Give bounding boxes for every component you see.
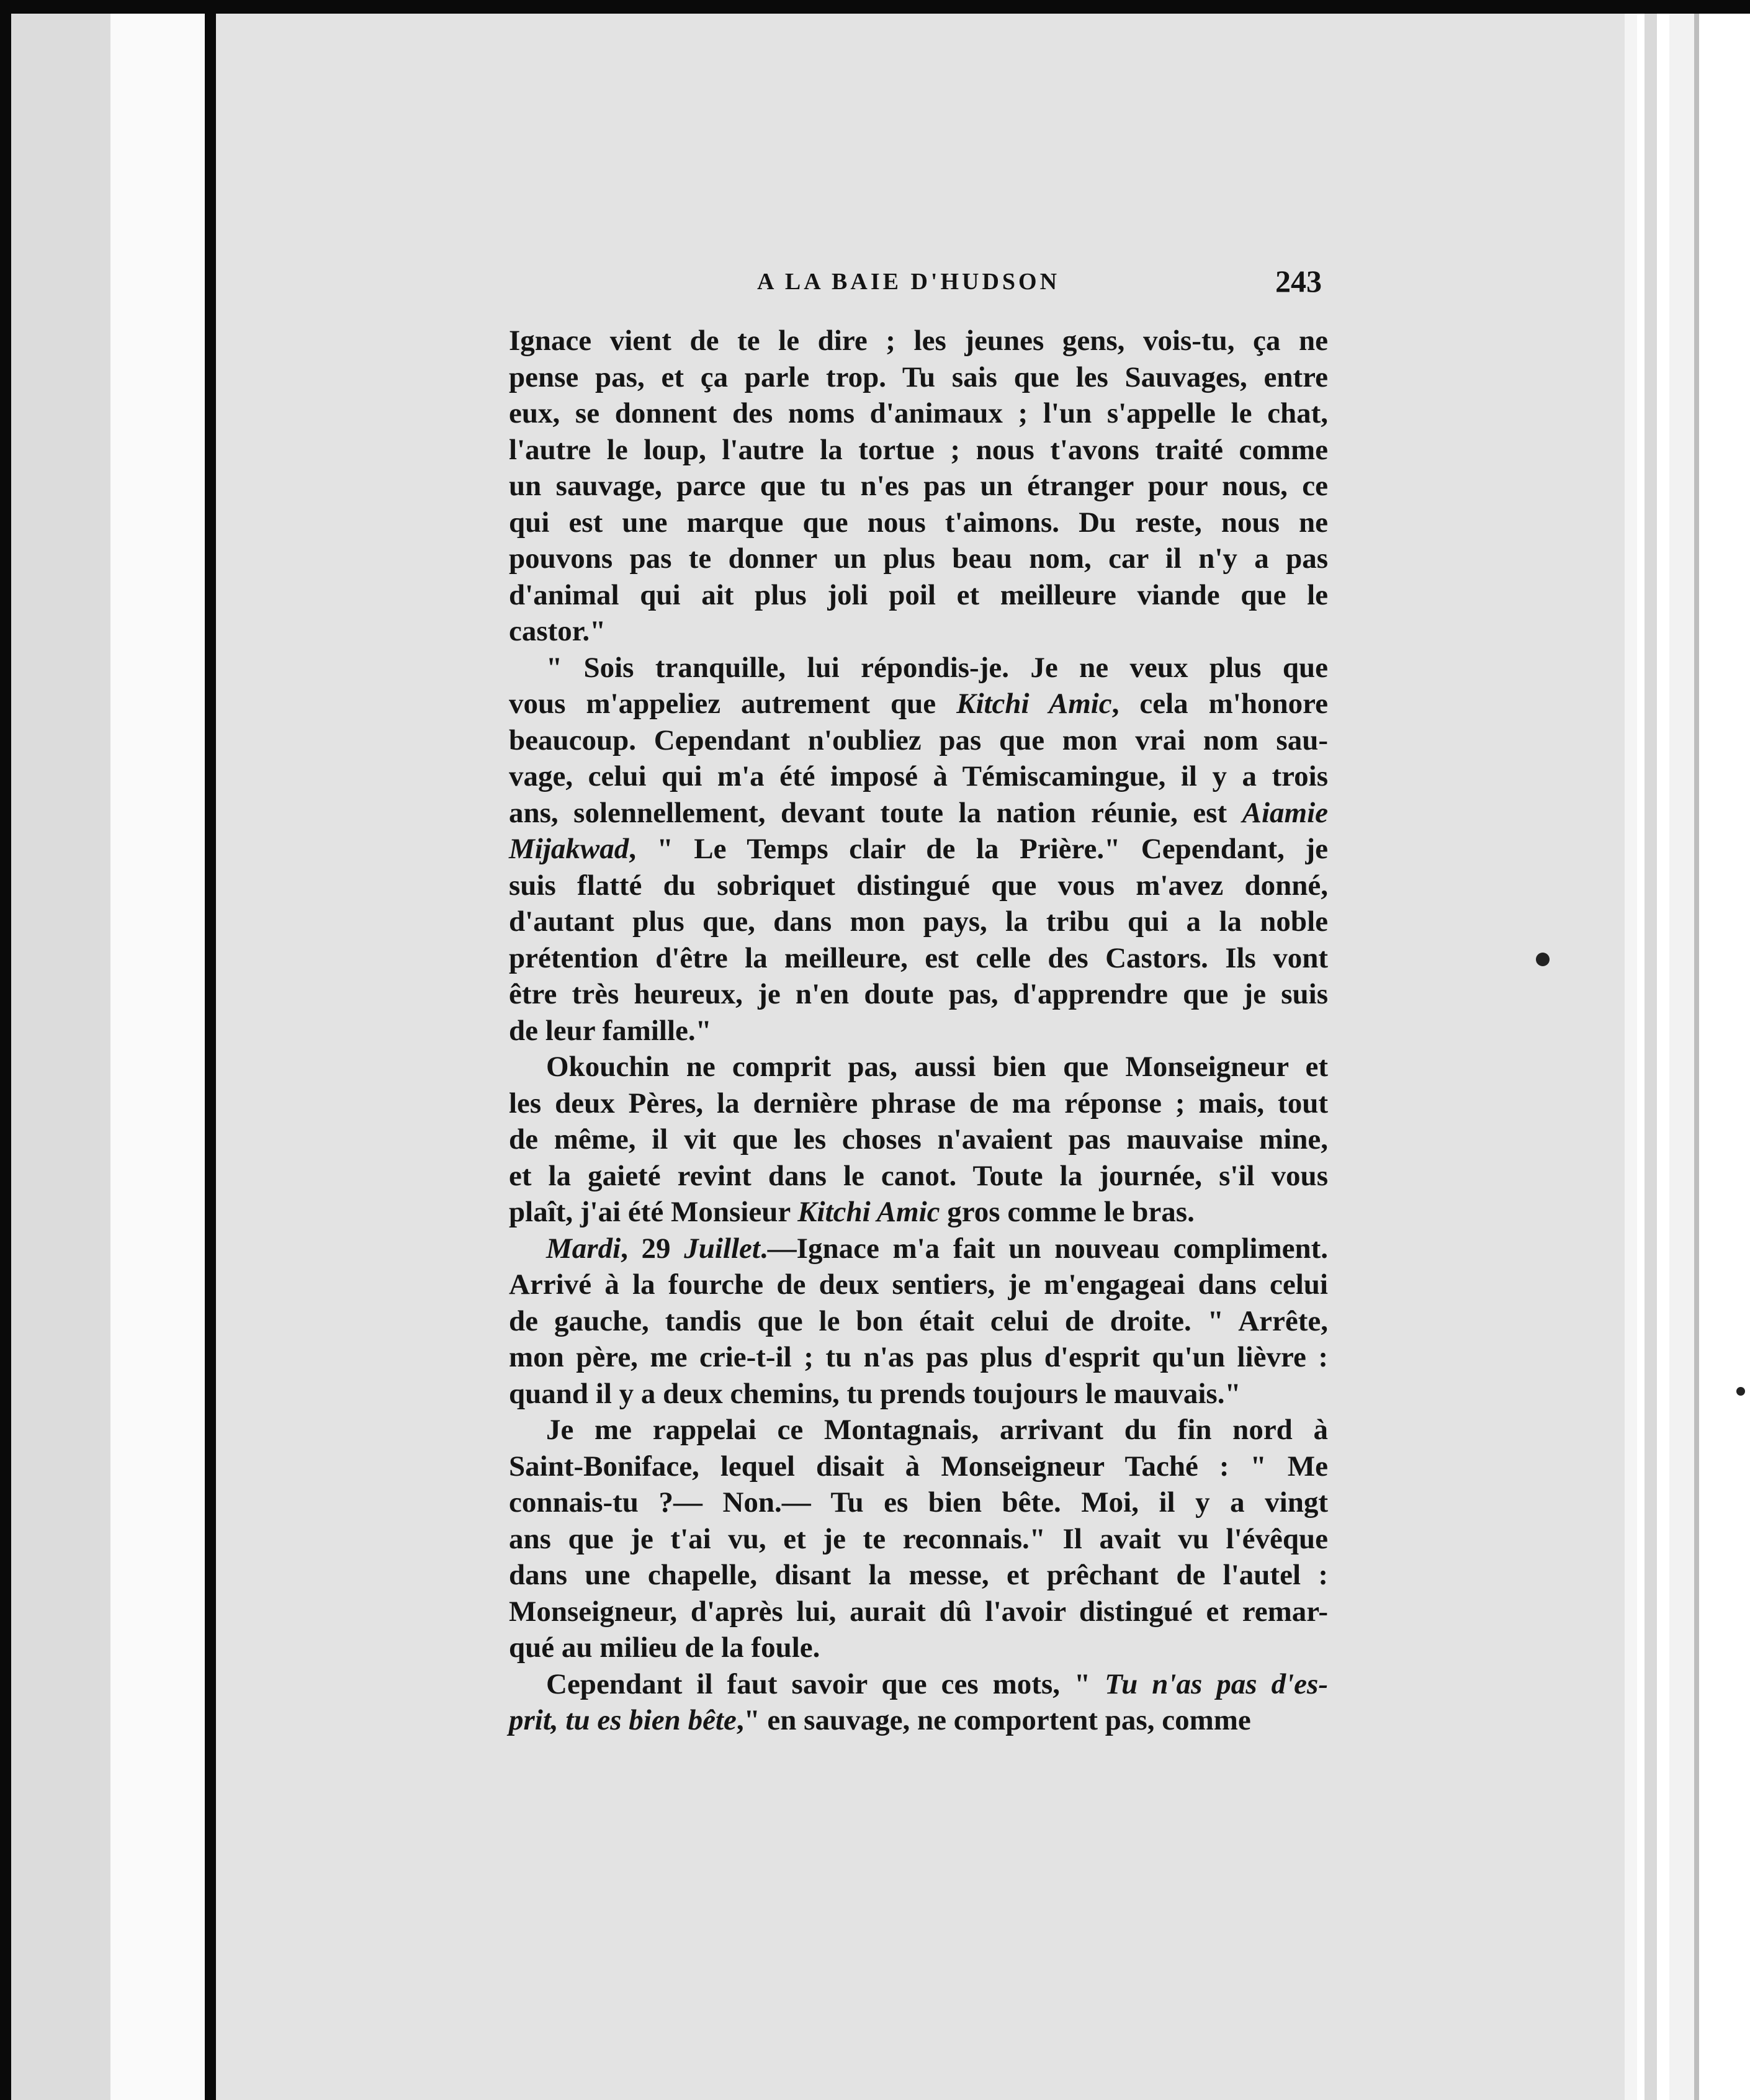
text-line	[509, 1630, 1328, 1666]
page-edge-1	[1625, 14, 1637, 2100]
text-span: pouvons pas te donner un plus beau nom, car il n'y a pas	[509, 542, 1328, 575]
text-line	[509, 468, 1328, 505]
text-line	[509, 1303, 1328, 1340]
text-line	[509, 1013, 1328, 1049]
text-span: Monseigneur, d'après lui, aurait dû l'avoir distingué et remar-	[509, 1595, 1328, 1628]
page-edge-4	[1694, 14, 1699, 2100]
text-line	[509, 1267, 1328, 1303]
text-span: castor."	[509, 615, 606, 647]
text-span: de gauche, tandis que le bon était celui de droite. " Arrête,	[509, 1304, 1328, 1337]
text-line	[509, 1085, 1328, 1122]
text-span: suis flatté du sobriquet distingué que vous m'avez donné,	[509, 869, 1328, 902]
text-span: plaît, j'ai été Monsieur	[509, 1196, 798, 1228]
text-line	[509, 1484, 1328, 1521]
text-line	[509, 686, 1328, 722]
text-line	[509, 795, 1328, 832]
text-span: mon père, me crie-t-il ; tu n'as pas plus d'esprit qu'un lièvre :	[509, 1341, 1328, 1373]
text-line	[509, 868, 1328, 904]
text-line	[509, 395, 1328, 432]
text-line	[509, 1158, 1328, 1195]
text-span: Je me rappelai ce Montagnais, arrivant du fin nord à	[546, 1414, 1328, 1446]
text-span: , cela m'honore	[1111, 688, 1328, 720]
text-line	[509, 1702, 1328, 1739]
text-span: ," en sauvage, ne comportent pas, comme	[736, 1704, 1251, 1736]
text-line	[509, 359, 1328, 396]
body-text	[509, 323, 1328, 1739]
page-edge-2	[1645, 14, 1657, 2100]
text-line	[509, 940, 1328, 977]
scan-border-top	[0, 0, 1750, 14]
text-span: Cependant il faut savoir que ces mots, "	[546, 1667, 1105, 1700]
text-span: ans que je t'ai vu, et je te reconnais." Il avait vu l'évêque	[509, 1522, 1328, 1555]
text-span: et la gaieté revint dans le canot. Toute la journée, s'il vous	[509, 1159, 1328, 1192]
text-line	[509, 1666, 1328, 1703]
text-span: Okouchin ne comprit pas, aussi bien que Monseigneur et	[546, 1051, 1328, 1083]
page-number: 243	[1275, 264, 1322, 298]
facing-page-edge	[110, 14, 205, 2100]
italic-span: Aiamie	[1242, 796, 1328, 829]
text-span: les deux Pères, la dernière phrase de ma réponse ; mais, tout	[509, 1087, 1328, 1120]
text-span: être très heureux, je n'en doute pas, d'apprendre que je suis	[509, 978, 1328, 1010]
italic-span: Mardi	[546, 1232, 621, 1265]
text-span: dans une chapelle, disant la messe, et prêchant de l'autel :	[509, 1559, 1328, 1591]
text-line	[509, 1231, 1328, 1267]
italic-span: Juillet	[684, 1232, 760, 1265]
text-span: Ignace vient de te le dire ; les jeunes gens, vois-tu, ça ne	[509, 325, 1328, 357]
text-span: qui est une marque que nous t'aimons. Du reste, nous ne	[509, 506, 1328, 539]
text-line	[509, 1557, 1328, 1594]
text-span: , " Le Temps clair de la Prière." Cependant, je	[629, 833, 1328, 865]
text-line	[509, 432, 1328, 469]
ink-speck	[1536, 953, 1550, 966]
text-line	[509, 1448, 1328, 1485]
italic-span: Kitchi Amic	[956, 688, 1112, 720]
text-line	[509, 1049, 1328, 1085]
text-line	[509, 323, 1328, 359]
text-span: connais-tu ?— Non.— Tu es bien bête. Moi, il y a vingt	[509, 1486, 1328, 1519]
text-line	[509, 1194, 1328, 1231]
italic-span: Kitchi Amic	[797, 1196, 940, 1228]
text-line	[509, 722, 1328, 759]
text-line	[509, 505, 1328, 541]
text-span: eux, se donnent des noms d'animaux ; l'un s'appelle le chat,	[509, 397, 1328, 429]
text-span: d'animal qui ait plus joli poil et meilleure viande que le	[509, 578, 1328, 611]
text-span: vous m'appeliez autrement que	[509, 688, 957, 720]
text-line	[509, 904, 1328, 940]
text-span: d'autant plus que, dans mon pays, la tribu qui a la noble	[509, 905, 1328, 938]
scan-margin-right	[1699, 14, 1750, 2100]
ink-speck	[1736, 1387, 1745, 1396]
text-span: beaucoup. Cependant n'oubliez pas que mon vrai nom sau-	[509, 724, 1328, 756]
text-span: prétention d'être la meilleure, est celle des Castors. Ils vont	[509, 941, 1328, 974]
text-span: " Sois tranquille, lui répondis-je. Je ne veux plus que	[546, 651, 1328, 684]
italic-span: prit, tu es bien bête	[509, 1704, 737, 1736]
running-header	[509, 264, 1322, 305]
text-span: de leur famille."	[509, 1014, 712, 1047]
page-edge-3	[1669, 14, 1694, 2100]
text-line	[509, 976, 1328, 1013]
text-span: l'autre le loup, l'autre la tortue ; nous t'avons traité comme	[509, 433, 1328, 466]
text-span: quand il y a deux chemins, tu prends toujours le mauvais."	[509, 1377, 1241, 1410]
text-span: , 29	[621, 1232, 684, 1265]
text-line	[509, 613, 1328, 650]
text-span: de même, il vit que les choses n'avaient pas mauvaise mine,	[509, 1123, 1328, 1155]
text-span: vage, celui qui m'a été imposé à Témiscamingue, il y a trois	[509, 760, 1328, 792]
book-gutter	[205, 0, 216, 2100]
scan-margin-left	[11, 14, 110, 2100]
text-line	[509, 758, 1328, 795]
text-line	[509, 577, 1328, 614]
text-span: ans, solennellement, devant toute la nation réunie, est	[509, 796, 1242, 829]
text-line	[509, 831, 1328, 868]
italic-span: Tu n'as pas d'es-	[1105, 1667, 1328, 1700]
text-line	[509, 1376, 1328, 1412]
scan-border-left	[0, 0, 11, 2100]
text-span: un sauvage, parce que tu n'es pas un étranger pour nous, ce	[509, 470, 1328, 502]
italic-span: Mijakwad	[509, 833, 629, 865]
text-span: pense pas, et ça parle trop. Tu sais que les Sauvages, entre	[509, 361, 1328, 393]
text-line	[509, 1412, 1328, 1448]
text-line	[509, 1594, 1328, 1630]
text-line	[509, 541, 1328, 577]
text-line	[509, 1121, 1328, 1158]
text-span: .—Ignace m'a fait un nouveau compliment.	[760, 1232, 1328, 1265]
text-line	[509, 650, 1328, 686]
text-line	[509, 1521, 1328, 1558]
text-span: Arrivé à la fourche de deux sentiers, je m'engageai dans celui	[509, 1268, 1328, 1301]
text-line	[509, 1339, 1328, 1376]
text-span: qué au milieu de la foule.	[509, 1631, 820, 1664]
text-span: Saint-Boniface, lequel disait à Monseigneur Taché : " Me	[509, 1450, 1328, 1483]
text-span: gros comme le bras.	[940, 1196, 1195, 1228]
running-title: A LA BAIE D'HUDSON	[757, 269, 1061, 295]
